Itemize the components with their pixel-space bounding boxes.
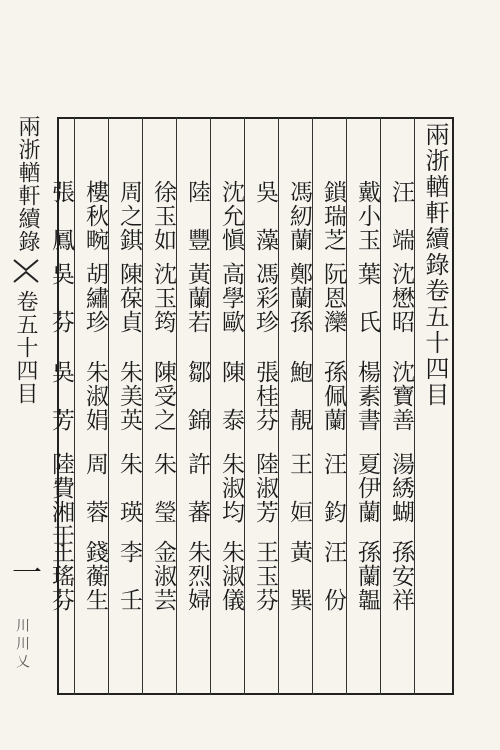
volume-heading: 兩浙輶軒續錄卷五十四目 — [421, 122, 449, 408]
name-entry: 沈玉筠 — [150, 262, 176, 334]
name-entry: 朱 瑩 — [150, 452, 176, 524]
name-entry: 朱淑儀 — [218, 540, 244, 612]
name-entry: 黃蘭若 — [184, 262, 210, 334]
name-entry: 鎖瑞芝 — [320, 180, 346, 252]
name-entry: 張 鳳 — [48, 180, 74, 252]
name-entry: 陸費湘于 — [48, 452, 74, 548]
name-entry: 鄒 錦 — [184, 360, 210, 432]
name-entry: 吳 芳 — [48, 360, 74, 432]
name-entry: 吳 芬 — [48, 262, 74, 334]
name-entry: 沈懋昭 — [388, 262, 414, 334]
name-entry: 鄭蘭孫 — [286, 262, 312, 334]
name-entry: 胡繡珍 — [82, 262, 108, 334]
name-entry: 李 壬 — [116, 540, 142, 612]
name-entry: 王 姮 — [286, 452, 312, 524]
name-entry: 朱美英 — [116, 360, 142, 432]
name-entry: 陳 泰 — [218, 360, 244, 432]
fish-tail-mark-icon — [12, 258, 40, 284]
name-entry: 朱 瑛 — [116, 452, 142, 524]
name-entry: 王瑤芬 — [48, 540, 74, 612]
margin-volume-label: 卷五十四目 — [13, 290, 38, 405]
name-entry: 馮彩珍 — [252, 262, 278, 334]
name-entry: 汪 份 — [320, 540, 346, 612]
name-entry: 錢蘅生 — [82, 540, 108, 612]
name-entry: 徐玉如 — [150, 180, 176, 252]
name-entry: 陸淑芳 — [252, 452, 278, 524]
name-entry: 陳受之 — [150, 360, 176, 432]
name-entry: 陸 豐 — [184, 180, 210, 252]
name-entry: 周之錤 — [116, 180, 142, 252]
name-entry: 戴小玉 — [354, 180, 380, 252]
name-entry: 夏伊蘭 — [354, 452, 380, 524]
name-entry: 沈寶善 — [388, 360, 414, 432]
name-entry: 樓秋畹 — [82, 180, 108, 252]
name-entry: 朱烈婦 — [184, 540, 210, 612]
name-entry: 許 蕃 — [184, 452, 210, 524]
name-entry: 鮑 靚 — [286, 360, 312, 432]
name-entry: 王玉芬 — [252, 540, 278, 612]
margin-page-number: 川川乂 — [14, 618, 30, 672]
name-entry: 孫佩蘭 — [320, 360, 346, 432]
name-entry: 馮紉蘭 — [286, 180, 312, 252]
name-entry: 周 蓉 — [82, 452, 108, 524]
name-entry: 楊素書 — [354, 360, 380, 432]
name-entry: 汪 端 — [388, 180, 414, 252]
margin-book-title: 兩浙輶軒續錄 — [15, 115, 40, 253]
name-entry: 孫蘭韞 — [354, 540, 380, 612]
name-entry: 陳葆貞 — [116, 262, 142, 334]
name-entry: 朱淑均 — [218, 452, 244, 524]
name-entry: 阮恩灤 — [320, 262, 346, 334]
margin-leaf-number: 一 — [12, 556, 42, 591]
name-entry: 高學歐 — [218, 262, 244, 334]
name-entry: 金淑芸 — [150, 540, 176, 612]
name-entry: 朱淑娟 — [82, 360, 108, 432]
name-entry: 孫安祥 — [388, 540, 414, 612]
name-entry: 葉 氏 — [354, 262, 380, 334]
name-entry: 沈允愼 — [218, 180, 244, 252]
name-entry: 黃 巽 — [286, 540, 312, 612]
name-entry: 汪 鈞 — [320, 452, 346, 524]
name-entry: 湯綉蝴 — [388, 452, 414, 524]
name-entry: 吳 藻 — [252, 180, 278, 252]
name-entry: 張桂芬 — [252, 360, 278, 432]
